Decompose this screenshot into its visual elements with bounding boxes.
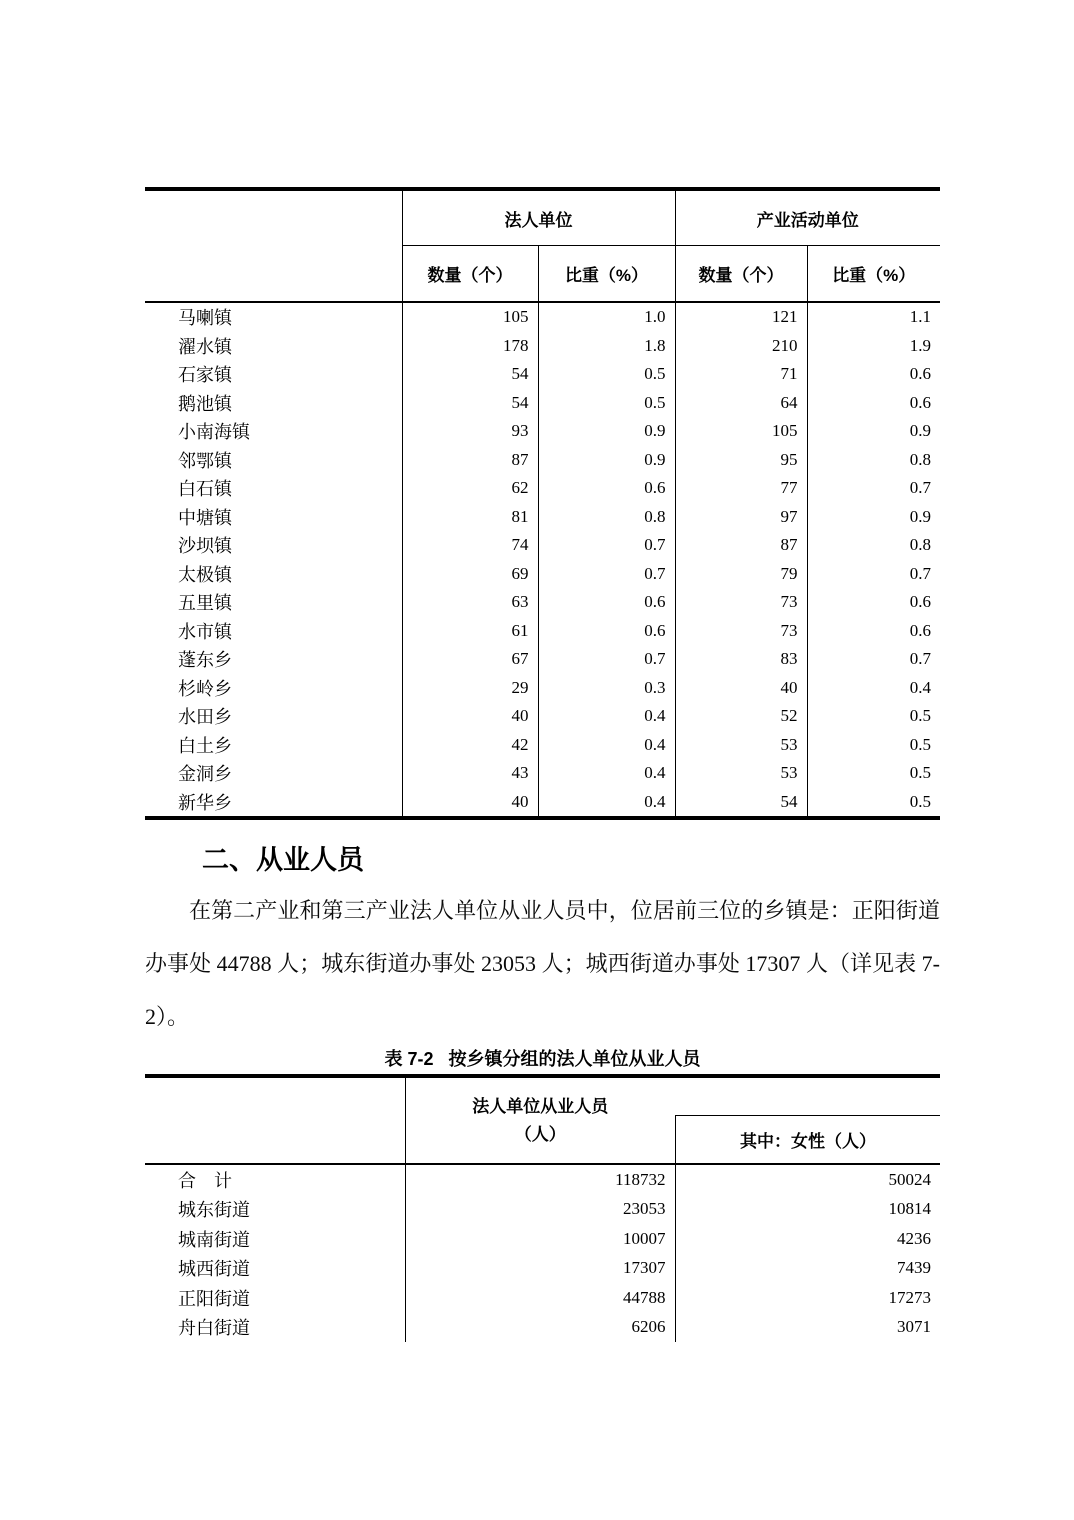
body-paragraph: 在第二产业和第三产业法人单位从业人员中，位居前三位的乡镇是：正阳街道办事处 44788 人；城东街道办事处 23053 人；城西街道办事处 17307 人（详见表 7-2）。	[145, 898, 941, 1029]
cell-value: 105	[675, 417, 807, 446]
cell-value: 178	[402, 332, 538, 361]
cell-township: 太极镇	[178, 564, 232, 585]
cell-value: 67	[402, 645, 538, 674]
cell-value: 0.8	[807, 446, 940, 475]
cell-value: 0.5	[807, 788, 940, 819]
table1-col-share-1: 比重（%）	[538, 246, 675, 303]
table-row	[145, 560, 940, 589]
cell-value: 93	[402, 417, 538, 446]
cell-township: 石家镇	[178, 365, 232, 386]
cell-value: 10007	[405, 1224, 675, 1254]
table-row	[145, 531, 940, 560]
table-row	[145, 1283, 940, 1313]
cell-value: 53	[675, 759, 807, 788]
table-row	[145, 503, 940, 532]
table-row	[145, 617, 940, 646]
table-units-by-township	[145, 187, 940, 820]
table-row	[145, 332, 940, 361]
table-row	[145, 360, 940, 389]
cell-township: 城东街道	[178, 1200, 250, 1221]
cell-value: 95	[675, 446, 807, 475]
cell-value: 121	[675, 302, 807, 332]
cell-value: 0.7	[807, 474, 940, 503]
cell-value: 61	[402, 617, 538, 646]
cell-value: 50024	[675, 1164, 940, 1195]
cell-value: 23053	[405, 1195, 675, 1225]
cell-township: 正阳街道	[178, 1288, 250, 1309]
cell-value: 0.6	[807, 360, 940, 389]
cell-value: 0.5	[807, 759, 940, 788]
cell-value: 0.7	[538, 531, 675, 560]
table2-col-female-label: 其中：女性（人）	[675, 1115, 940, 1163]
table2-header-row	[145, 1076, 940, 1164]
cell-township: 蓬东乡	[178, 650, 232, 671]
cell-value: 0.4	[807, 674, 940, 703]
cell-township: 濯水镇	[178, 336, 232, 357]
table2-col-total	[405, 1076, 675, 1164]
cell-township: 杉岭乡	[178, 678, 232, 699]
table1-body	[145, 302, 940, 818]
cell-value: 210	[675, 332, 807, 361]
cell-value: 53	[675, 731, 807, 760]
table1-col-quantity-2: 数量（个）	[675, 246, 807, 303]
cell-value: 1.0	[538, 302, 675, 332]
table2-col-female-spacer	[675, 1078, 940, 1115]
cell-value: 64	[675, 389, 807, 418]
cell-value: 83	[675, 645, 807, 674]
cell-value: 0.6	[538, 588, 675, 617]
cell-township: 城南街道	[178, 1229, 250, 1250]
cell-value: 0.5	[538, 389, 675, 418]
cell-value: 6206	[405, 1313, 675, 1343]
table1-col-share-2: 比重（%）	[807, 246, 940, 303]
cell-value: 0.7	[538, 560, 675, 589]
table-row	[145, 1195, 940, 1225]
table-row	[145, 474, 940, 503]
cell-value: 52	[675, 702, 807, 731]
cell-township: 城西街道	[178, 1259, 250, 1280]
table1-header	[145, 189, 940, 302]
cell-value: 0.6	[807, 588, 940, 617]
cell-value: 0.6	[538, 474, 675, 503]
cell-value: 1.1	[807, 302, 940, 332]
cell-value: 87	[675, 531, 807, 560]
table-employees-by-township	[145, 1074, 940, 1342]
cell-value: 1.8	[538, 332, 675, 361]
table-row	[145, 674, 940, 703]
cell-value: 79	[675, 560, 807, 589]
cell-value: 42	[402, 731, 538, 760]
section-heading: 二、从业人员	[202, 845, 364, 875]
cell-value: 44788	[405, 1283, 675, 1313]
cell-value: 73	[675, 588, 807, 617]
cell-township: 马喇镇	[178, 308, 232, 329]
table-row	[145, 702, 940, 731]
table2-caption-title: 按乡镇分组的法人单位从业人员	[448, 1049, 701, 1069]
cell-township: 新华乡	[178, 792, 232, 813]
cell-value: 40	[675, 674, 807, 703]
table-row	[145, 1164, 940, 1195]
table2-col-female-wrap	[675, 1078, 940, 1163]
cell-value: 0.9	[538, 417, 675, 446]
cell-value: 40	[402, 788, 538, 819]
cell-value: 0.5	[538, 360, 675, 389]
cell-value: 0.4	[538, 702, 675, 731]
cell-township: 沙坝镇	[178, 536, 232, 557]
table1-group-activity-units: 产业活动单位	[675, 189, 940, 246]
cell-value: 71	[675, 360, 807, 389]
cell-value: 0.4	[538, 788, 675, 819]
cell-value: 0.9	[807, 503, 940, 532]
table-row	[145, 1254, 940, 1284]
table2-caption	[145, 1045, 940, 1071]
cell-value: 0.3	[538, 674, 675, 703]
cell-value: 69	[402, 560, 538, 589]
table-row	[145, 759, 940, 788]
cell-township: 舟白街道	[178, 1318, 250, 1339]
table-row	[145, 417, 940, 446]
cell-value: 0.4	[538, 731, 675, 760]
table-row	[145, 389, 940, 418]
cell-value: 40	[402, 702, 538, 731]
table2-col-total-line2: （人）	[514, 1124, 566, 1144]
cell-value: 1.9	[807, 332, 940, 361]
table-row	[145, 788, 940, 819]
cell-value: 54	[402, 389, 538, 418]
cell-value: 73	[675, 617, 807, 646]
cell-township: 水田乡	[178, 707, 232, 728]
cell-township: 白土乡	[178, 735, 232, 756]
cell-township: 中塘镇	[178, 507, 232, 528]
table1-header-row-groups	[145, 189, 940, 246]
cell-township: 合 计	[178, 1170, 232, 1191]
table-row	[145, 588, 940, 617]
cell-value: 0.6	[538, 617, 675, 646]
table-row	[145, 645, 940, 674]
cell-value: 17307	[405, 1254, 675, 1284]
cell-township: 邻鄂镇	[178, 450, 232, 471]
cell-value: 87	[402, 446, 538, 475]
cell-township: 鹅池镇	[178, 393, 232, 414]
cell-value: 0.6	[807, 617, 940, 646]
cell-value: 4236	[675, 1224, 940, 1254]
table-row	[145, 1313, 940, 1343]
cell-value: 54	[402, 360, 538, 389]
cell-township: 五里镇	[178, 593, 232, 614]
cell-value: 0.5	[807, 731, 940, 760]
cell-value: 17273	[675, 1283, 940, 1313]
table2-col-female	[675, 1076, 940, 1164]
table2-col-total-line1: 法人单位从业人员	[472, 1096, 609, 1116]
table-row	[145, 731, 940, 760]
cell-value: 118732	[405, 1164, 675, 1195]
cell-township: 水市镇	[178, 621, 232, 642]
cell-value: 63	[402, 588, 538, 617]
table1-corner-cell	[145, 189, 402, 302]
cell-township: 金洞乡	[178, 764, 232, 785]
table2-body	[145, 1164, 940, 1342]
cell-value: 54	[675, 788, 807, 819]
cell-value: 0.9	[807, 417, 940, 446]
table1-col-quantity-1: 数量（个）	[402, 246, 538, 303]
cell-township: 白石镇	[178, 479, 232, 500]
cell-value: 7439	[675, 1254, 940, 1284]
cell-value: 62	[402, 474, 538, 503]
cell-value: 0.8	[538, 503, 675, 532]
page-content	[145, 187, 940, 1342]
table-row	[145, 446, 940, 475]
table1-group-legal-units: 法人单位	[402, 189, 675, 246]
cell-value: 0.4	[538, 759, 675, 788]
table2-corner-cell	[145, 1076, 405, 1164]
cell-value: 74	[402, 531, 538, 560]
cell-value: 0.7	[807, 645, 940, 674]
cell-value: 105	[402, 302, 538, 332]
cell-value: 81	[402, 503, 538, 532]
table-row	[145, 302, 940, 332]
cell-value: 77	[675, 474, 807, 503]
cell-value: 0.8	[807, 531, 940, 560]
cell-township: 小南海镇	[178, 422, 250, 443]
table-row	[145, 1224, 940, 1254]
cell-value: 0.5	[807, 702, 940, 731]
cell-value: 10814	[675, 1195, 940, 1225]
cell-value: 0.6	[807, 389, 940, 418]
cell-value: 0.7	[807, 560, 940, 589]
cell-value: 97	[675, 503, 807, 532]
table2-caption-label: 表 7-2	[384, 1049, 434, 1069]
cell-value: 29	[402, 674, 538, 703]
cell-value: 3071	[675, 1313, 940, 1343]
cell-value: 0.7	[538, 645, 675, 674]
cell-value: 0.9	[538, 446, 675, 475]
table2-header	[145, 1076, 940, 1164]
cell-value: 43	[402, 759, 538, 788]
